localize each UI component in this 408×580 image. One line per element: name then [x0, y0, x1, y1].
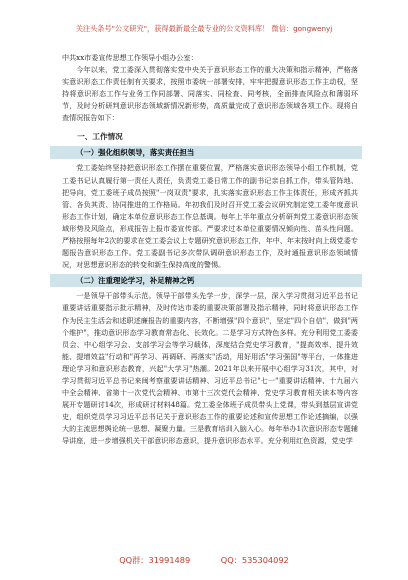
subheading-theory-study: （二）注重理论学习，补足精神之钙 — [62, 274, 358, 287]
document-page — [62, 52, 358, 448]
paragraph-theory-study: 一是领导干部带头示范。领导干部带头先学一步，深学一层，深入学习贯彻习近平总书记重要讲话重要指示批示精神，及时传达市委的重要决策部署及指示精神，同时将意识形态工作作为民主生活会和述职述廉报告的重要内容，不断增强"四个意识"，坚定"四个自信"，做到"两个维护"，推动意识形态学习教育常态化、长效化。二是学习方式特色多样。充分利用党工委委员会、中心组学习会、支部学习会等学习载体，深度结合党史学习教育，"提高效率、提升效能、提增效益"行动和"再学习、再调研、再落实"活动，用好用活"学习强国"等平台，一体推进理论学习和意识形态教育，兴起"大学习"热潮。2021年以来开展中心组学习31次，其中，对学习贯彻习近平总书记来闽考察重要讲话精神、习近平总书记"七一"重要讲话精神、十九届六中全会精神、省第十一次党代会精神、市第十三次党代会精神、党史学习教育相关读本等内容展开专题研讨14次，形成研讨材料48篇。党工委全体班子成员带头上党课，带头到基层宣讲党史，组织党员学习习近平总书记关于意识形态工作的重要论述和宣传思想工作论述摘编，以强大的主流思想舆论统一思想、凝聚力量。三是教育培训入脑入心。每年举办1次意识形态专题辅导讲座，进一步增强机关干部意识形态意识，提升意识形态水平。充分利用红色资源，党史学 — [62, 291, 358, 446]
section-heading-work-status: 一、工作情况 — [77, 132, 123, 142]
subheading-organization-leadership: （一）强化组织领导，落实责任担当 — [62, 146, 358, 159]
header-banner: 关注头条号"公文研究"，获得最新最全最专业的公文资料库！ 微信：gongwenyj — [75, 24, 333, 33]
footer-qq: QQ：535304092 — [220, 555, 289, 565]
footer-qq-group: QQ群：31991489 — [119, 555, 191, 565]
footer-contact — [0, 555, 408, 566]
salutation: 中共xx市委宣传思想工作领导小组办公室： — [62, 53, 198, 62]
intro-paragraph: 今年以来，党工委深入贯彻落实党中央关于意识形态工作的重大决策和指示精神，严格落实意识形态工作责任制有关要求，按照市委统一部署安排，牢牢把握意识形态工作主动权，坚持将意识形态工作与业务工作同部署、同落实、同检查、同考核，全面排查风险点和薄弱环节，及时分析研判意识形态领域新情况新形势，高质量完成了意识形态领域各项工作。现将自查情况报告如下： — [62, 65, 358, 123]
paragraph-organization-leadership: 党工委始终坚持把意识形态工作摆在重要位置，严格落实意识形态领导小组工作机制，党工委书记认真履行第一责任人责任，负责党工委日常工作的副书记亲自抓工作，带头管阵地、把导向，党工委班子成员按照"一岗双责"要求，扎实落实意识形态工作主体责任，形成齐抓共管、各负其责、协同推进的工作格局。年初我们及时召开党工委会议研究制定党工委年度意识形态工作计划，确定本单位意识形态工作总基调。每年上半年重点分析研判党工委意识形态领域形势及风险点，形成报告上报市委宣传部。严要求过本单位重要情况倾向性、苗头性问题。严格按照每年2次的要求在党工委会议上专题研究意识形态工作，年中、年末按时向上级党委专题报告意识形态工作。党工委副书记多次带队调研意识形态工作，及时通报意识形态领域情况，对思想意识形态的转变和新生保持高度的警惕。 — [62, 163, 358, 270]
